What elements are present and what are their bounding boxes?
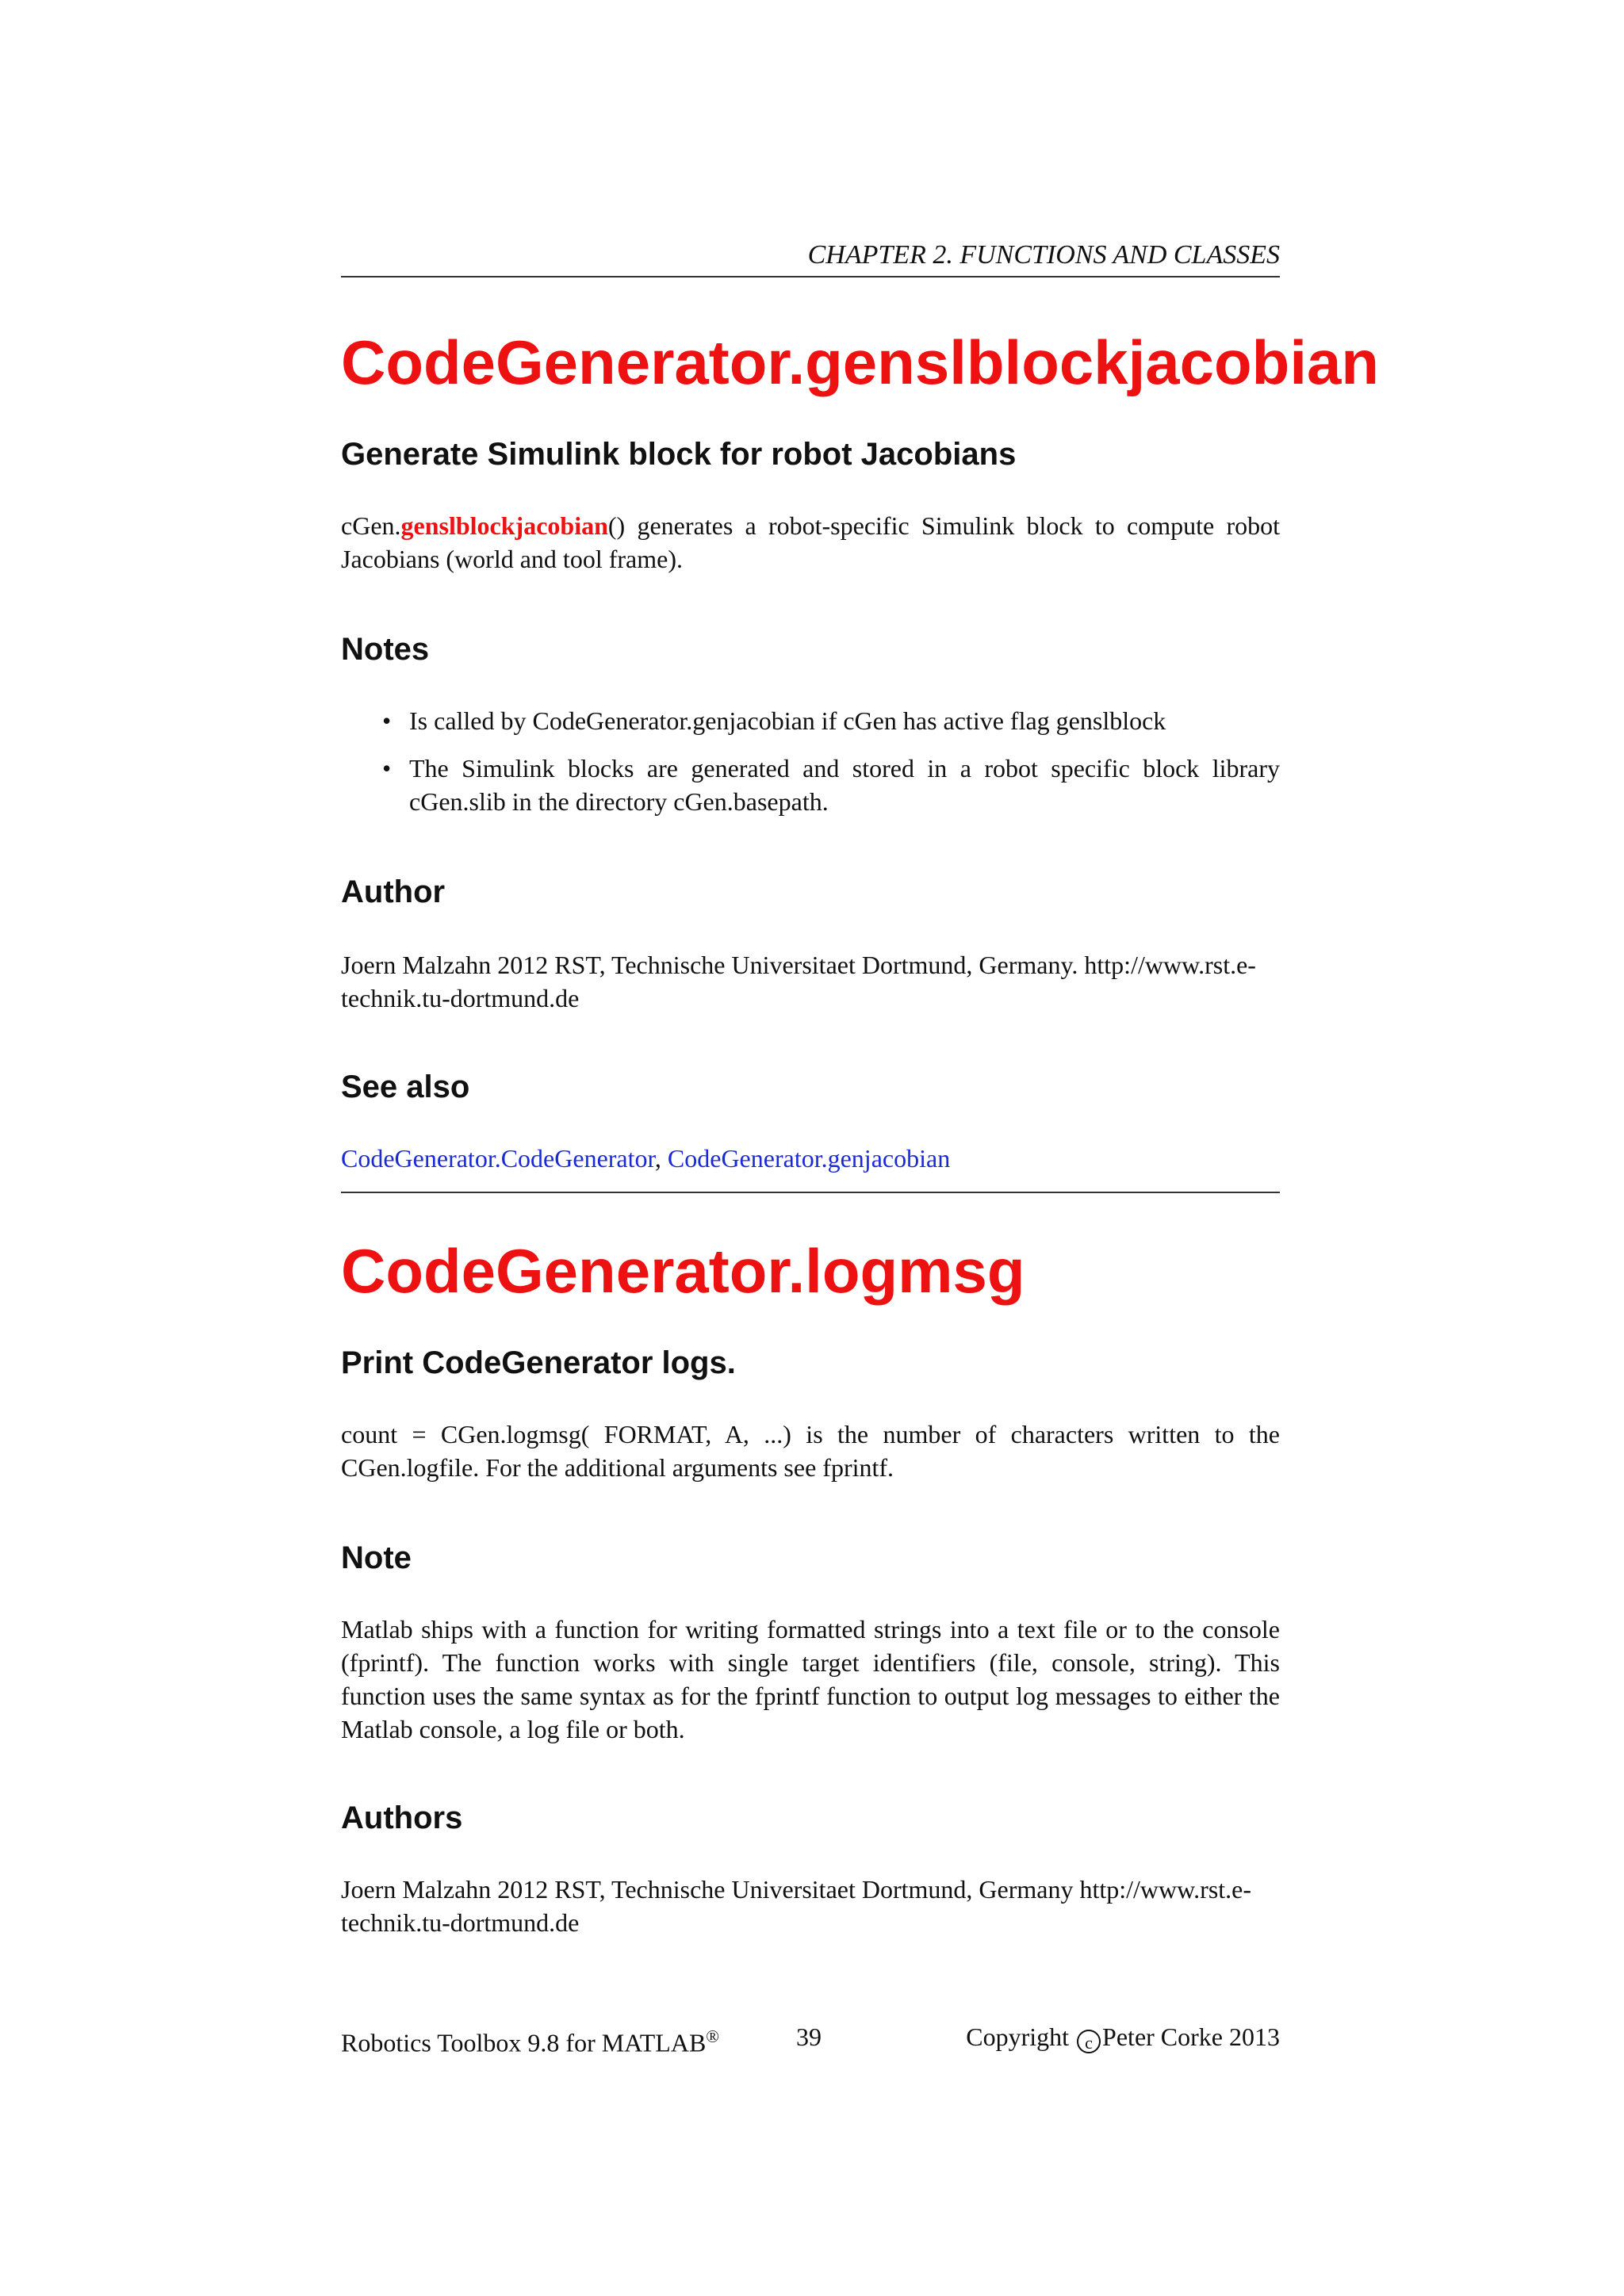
- authors-heading: Authors: [341, 1800, 463, 1835]
- bullet-icon: •: [382, 754, 392, 783]
- note-text-wrap: [341, 1613, 1280, 1746]
- authors-text: Joern Malzahn 2012 RST, Technische Universitaet Dortmund, Germany http://www.rst.e-technik.tu-dortmund.de: [341, 1875, 1252, 1937]
- notes-list: [341, 704, 1280, 818]
- copyright-icon: c: [1077, 2030, 1101, 2053]
- function-description: [341, 1418, 1280, 1484]
- link-separator: ,: [654, 1144, 668, 1173]
- copyright-holder: Peter Corke 2013: [1102, 2022, 1280, 2051]
- desc-prefix: cGen.: [341, 511, 401, 540]
- note-text: The Simulink blocks are generated and stored in a robot specific block library cGen.slib in the directory cGen.basepath.: [409, 754, 1280, 816]
- description-paragraph: [341, 509, 1280, 576]
- note-heading: Note: [341, 1540, 412, 1575]
- section-divider: [341, 1192, 1280, 1193]
- copyright-prefix: Copyright: [966, 2022, 1076, 2051]
- note-text: Is called by CodeGenerator.genjacobian if cGen has active flag genslblock: [409, 706, 1166, 735]
- desc-function-name: genslblockjacobian: [400, 511, 608, 540]
- link-codegenerator-genjacobian[interactable]: CodeGenerator.genjacobian: [667, 1144, 951, 1173]
- list-item: [341, 704, 1280, 737]
- see-also-paragraph: [341, 1142, 1280, 1175]
- link-codegenerator-codegenerator[interactable]: CodeGenerator.CodeGenerator: [341, 1144, 655, 1173]
- section-logmsg: [341, 1235, 1280, 1307]
- list-item: [341, 752, 1280, 818]
- description-paragraph: count = CGen.logmsg( FORMAT, A, ...) is the number of characters written to the CGen.logfile. For the additional arguments see fprintf.: [341, 1420, 1280, 1482]
- footer-title: [341, 2020, 719, 2060]
- function-title: CodeGenerator.genslblockjacobian: [341, 327, 1380, 397]
- note-heading-wrap: [341, 1538, 1280, 1578]
- registered-mark: ®: [706, 2026, 719, 2046]
- function-title: CodeGenerator.logmsg: [341, 1236, 1025, 1306]
- function-description: [341, 509, 1280, 576]
- notes-heading: Notes: [341, 632, 430, 667]
- page-number: 39: [796, 2022, 822, 2051]
- desc-suffix: () generates a robot-specific Simulink block to compute robot Jacobians (world and tool frame).: [341, 511, 1280, 573]
- function-subtitle: Generate Simulink block for robot Jacobians: [341, 437, 1017, 472]
- notes-list-wrap: [341, 704, 1280, 832]
- authors-text-wrap: [341, 1873, 1280, 1939]
- function-subtitle: Print CodeGenerator logs.: [341, 1345, 736, 1380]
- see-also-heading: See also: [341, 1070, 470, 1104]
- section-genslblockjacobian: [341, 327, 1380, 398]
- function-subtitle-wrap: [341, 434, 1280, 474]
- author-text-wrap: [341, 948, 1280, 1015]
- author-heading-wrap: [341, 872, 1280, 912]
- see-also-links: [341, 1142, 1280, 1175]
- note-text: Matlab ships with a function for writing formatted strings into a text file or to the console (fprintf). The function works with single target identifiers (file, console, string). This function uses the same syntax as for the fprintf function to output log messages to either the Matlab console, a log file or both.: [341, 1615, 1280, 1743]
- footer-title-text: Robotics Toolbox 9.8 for MATLAB: [341, 2028, 707, 2057]
- running-head: CHAPTER 2. FUNCTIONS AND CLASSES: [341, 238, 1280, 277]
- authors-heading-wrap: [341, 1798, 1280, 1838]
- function-subtitle-wrap: [341, 1343, 1280, 1383]
- author-heading: Author: [341, 874, 446, 909]
- bullet-icon: •: [382, 706, 392, 735]
- see-also-heading-wrap: [341, 1067, 1280, 1107]
- author-text: Joern Malzahn 2012 RST, Technische Universitaet Dortmund, Germany. http://www.rst.e-technik.tu-dortmund.de: [341, 951, 1256, 1012]
- footer-copyright: [966, 2020, 1280, 2053]
- notes-heading-wrap: [341, 629, 1280, 669]
